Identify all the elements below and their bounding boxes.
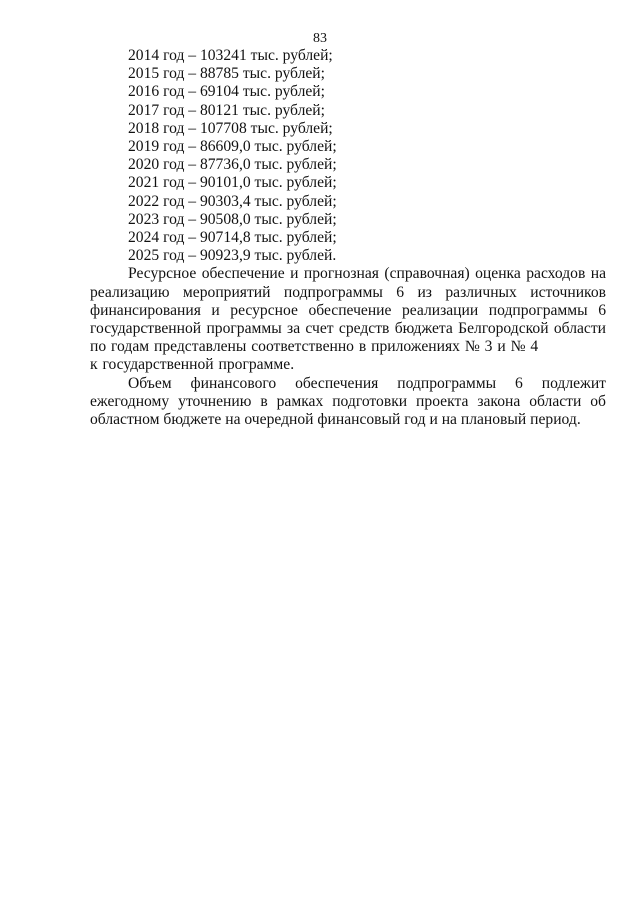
page-number: 83 <box>313 31 327 46</box>
budget-year-item: 2024 год – 90714,8 тыс. рублей; <box>128 229 337 247</box>
budget-year-item: 2020 год – 87736,0 тыс. рублей; <box>128 156 337 174</box>
annual-refinement-paragraph: Объем финансового обеспечения подпрограммы 6 подлежит ежегодному уточнению в рамках подготовки проекта закона области об областном бюджете на очередной финансовый год и на плановый период. <box>90 374 606 429</box>
budget-year-item: 2023 год – 90508,0 тыс. рублей; <box>128 210 337 228</box>
budget-year-item: 2014 год – 103241 тыс. рублей; <box>128 47 333 64</box>
budget-year-item: 2019 год – 86609,0 тыс. рублей; <box>128 138 337 156</box>
budget-year-item: 2022 год – 90303,4 тыс. рублей; <box>128 192 337 210</box>
resource-assessment-paragraph <box>90 265 606 374</box>
budget-year-item: 2025 год – 90923,9 тыс. рублей. <box>128 247 337 265</box>
budget-year-item: 2021 год – 90101,0 тыс. рублей; <box>128 174 337 192</box>
document-body <box>90 47 606 429</box>
budget-year-item: 2017 год – 80121 тыс. рублей; <box>128 101 325 119</box>
resource-assessment-text: Ресурсное обеспечение и прогнозная (справочная) оценка расходов на реализацию мероприятий подпрограммы 6 из различных источников финансирования и ресурсное обеспечение реализации подпрограммы 6 государственной программы за счет средств бюджета Белгородской области по годам представлены соответственно в приложениях № 3 и № 4 <box>90 265 606 356</box>
budget-year-item: 2016 год – 69104 тыс. рублей; <box>128 83 325 101</box>
resource-assessment-tail: к государственной программе. <box>90 356 295 374</box>
budget-year-item: 2018 год – 107708 тыс. рублей; <box>128 119 333 137</box>
budget-year-item: 2015 год – 88785 тыс. рублей; <box>128 65 325 83</box>
budget-by-year-list <box>90 47 606 265</box>
